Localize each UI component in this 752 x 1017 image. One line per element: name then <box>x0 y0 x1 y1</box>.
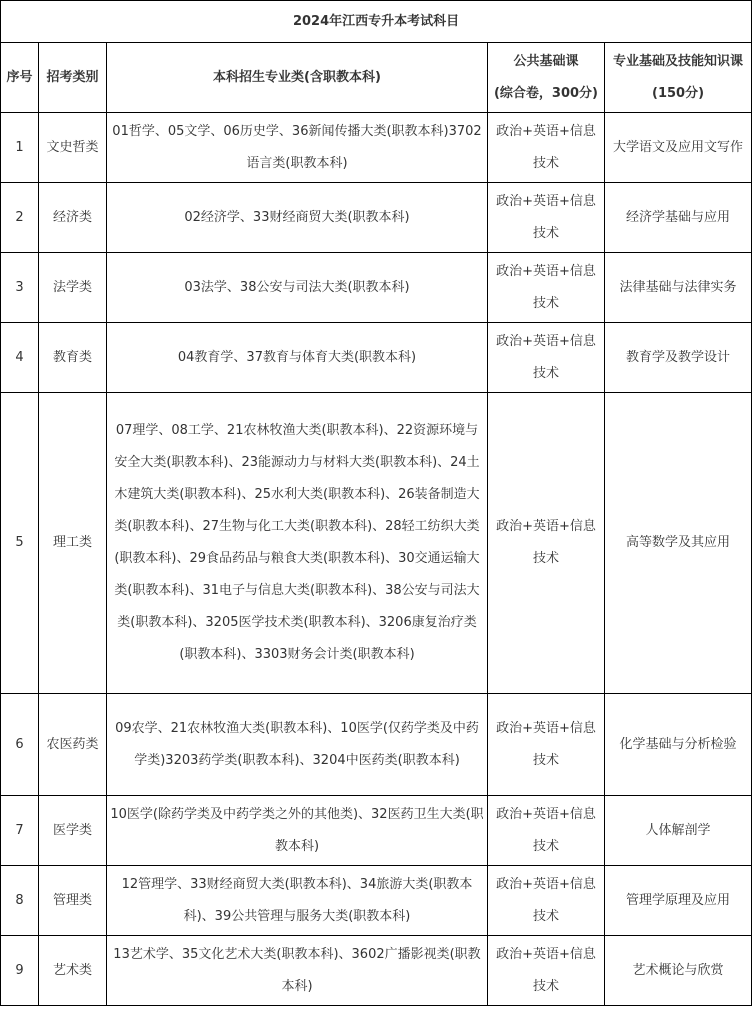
row-category: 管理类 <box>39 866 107 936</box>
table-row <box>1 183 752 253</box>
header-public-line1: 公共基础课 <box>513 53 579 69</box>
header-category: 招考类别 <box>39 43 107 113</box>
row-index: 5 <box>1 393 39 694</box>
row-majors: 03法学、38公安与司法大类(职教本科) <box>107 253 488 323</box>
row-prof: 人体解剖学 <box>605 796 752 866</box>
header-row <box>1 43 752 113</box>
row-public: 政治+英语+信息技术 <box>488 694 605 796</box>
row-majors: 07理学、08工学、21农林牧渔大类(职教本科)、22资源环境与安全大类(职教本科)、23能源动力与材料大类(职教本科)、24土木建筑大类(职教本科)、25水利大类(职教本科)、26装备制造大类(职教本科)、27生物与化工大类(职教本科)、28轻工纺织大类(职教本科)、29食品药品与粮食大类(职教本科)、30交通运输大类(职教本科)、31电子与信息大类(职教本科)、38公安与司法大类(职教本科)、3205医学技术类(职教本科)、3206康复治疗类(职教本科)、3303财务会计类(职教本科) <box>107 393 488 694</box>
table-row <box>1 796 752 866</box>
row-public: 政治+英语+信息技术 <box>488 323 605 393</box>
row-prof: 大学语文及应用文写作 <box>605 113 752 183</box>
row-majors: 09农学、21农林牧渔大类(职教本科)、10医学(仅药学类及中药学类)3203药学类(职教本科)、3204中医药类(职教本科) <box>107 694 488 796</box>
table-row <box>1 936 752 1006</box>
header-index: 序号 <box>1 43 39 113</box>
table-row <box>1 393 752 694</box>
row-index: 8 <box>1 866 39 936</box>
row-public: 政治+英语+信息技术 <box>488 253 605 323</box>
row-prof: 管理学原理及应用 <box>605 866 752 936</box>
row-public: 政治+英语+信息技术 <box>488 796 605 866</box>
row-category: 医学类 <box>39 796 107 866</box>
header-public-line2: (综合卷，300分) <box>493 85 599 101</box>
row-category: 法学类 <box>39 253 107 323</box>
row-majors: 02经济学、33财经商贸大类(职教本科) <box>107 183 488 253</box>
row-index: 4 <box>1 323 39 393</box>
row-prof: 教育学及教学设计 <box>605 323 752 393</box>
row-majors: 01哲学、05文学、06历史学、36新闻传播大类(职教本科)3702语言类(职教本科) <box>107 113 488 183</box>
row-category: 教育类 <box>39 323 107 393</box>
header-prof-line1: 专业基础及技能知识课 <box>613 53 744 69</box>
row-index: 6 <box>1 694 39 796</box>
row-prof: 化学基础与分析检验 <box>605 694 752 796</box>
table-row <box>1 113 752 183</box>
row-majors: 04教育学、37教育与体育大类(职教本科) <box>107 323 488 393</box>
table-row <box>1 323 752 393</box>
row-index: 1 <box>1 113 39 183</box>
row-category: 文史哲类 <box>39 113 107 183</box>
table-row <box>1 253 752 323</box>
row-index: 9 <box>1 936 39 1006</box>
table-row <box>1 694 752 796</box>
row-majors: 10医学(除药学类及中药学类之外的其他类)、32医药卫生大类(职教本科) <box>107 796 488 866</box>
row-category: 艺术类 <box>39 936 107 1006</box>
row-public: 政治+英语+信息技术 <box>488 113 605 183</box>
row-prof: 法律基础与法律实务 <box>605 253 752 323</box>
title-row <box>1 1 752 43</box>
row-prof: 艺术概论与欣赏 <box>605 936 752 1006</box>
row-prof: 高等数学及其应用 <box>605 393 752 694</box>
row-prof: 经济学基础与应用 <box>605 183 752 253</box>
row-index: 3 <box>1 253 39 323</box>
table-row <box>1 866 752 936</box>
row-index: 7 <box>1 796 39 866</box>
row-public: 政治+英语+信息技术 <box>488 393 605 694</box>
row-public: 政治+英语+信息技术 <box>488 866 605 936</box>
table-title: 2024年江西专升本考试科目 <box>1 1 752 43</box>
row-category: 经济类 <box>39 183 107 253</box>
row-majors: 12管理学、33财经商贸大类(职教本科)、34旅游大类(职教本科)、39公共管理与服务大类(职教本科) <box>107 866 488 936</box>
row-index: 2 <box>1 183 39 253</box>
row-public: 政治+英语+信息技术 <box>488 936 605 1006</box>
header-prof-line2: (150分) <box>652 85 705 101</box>
row-majors: 13艺术学、35文化艺术大类(职教本科)、3602广播影视类(职教本科) <box>107 936 488 1006</box>
row-public: 政治+英语+信息技术 <box>488 183 605 253</box>
row-category: 理工类 <box>39 393 107 694</box>
header-majors: 本科招生专业类(含职教本科) <box>107 43 488 113</box>
row-category: 农医药类 <box>39 694 107 796</box>
header-prof <box>605 43 752 113</box>
header-public <box>488 43 605 113</box>
